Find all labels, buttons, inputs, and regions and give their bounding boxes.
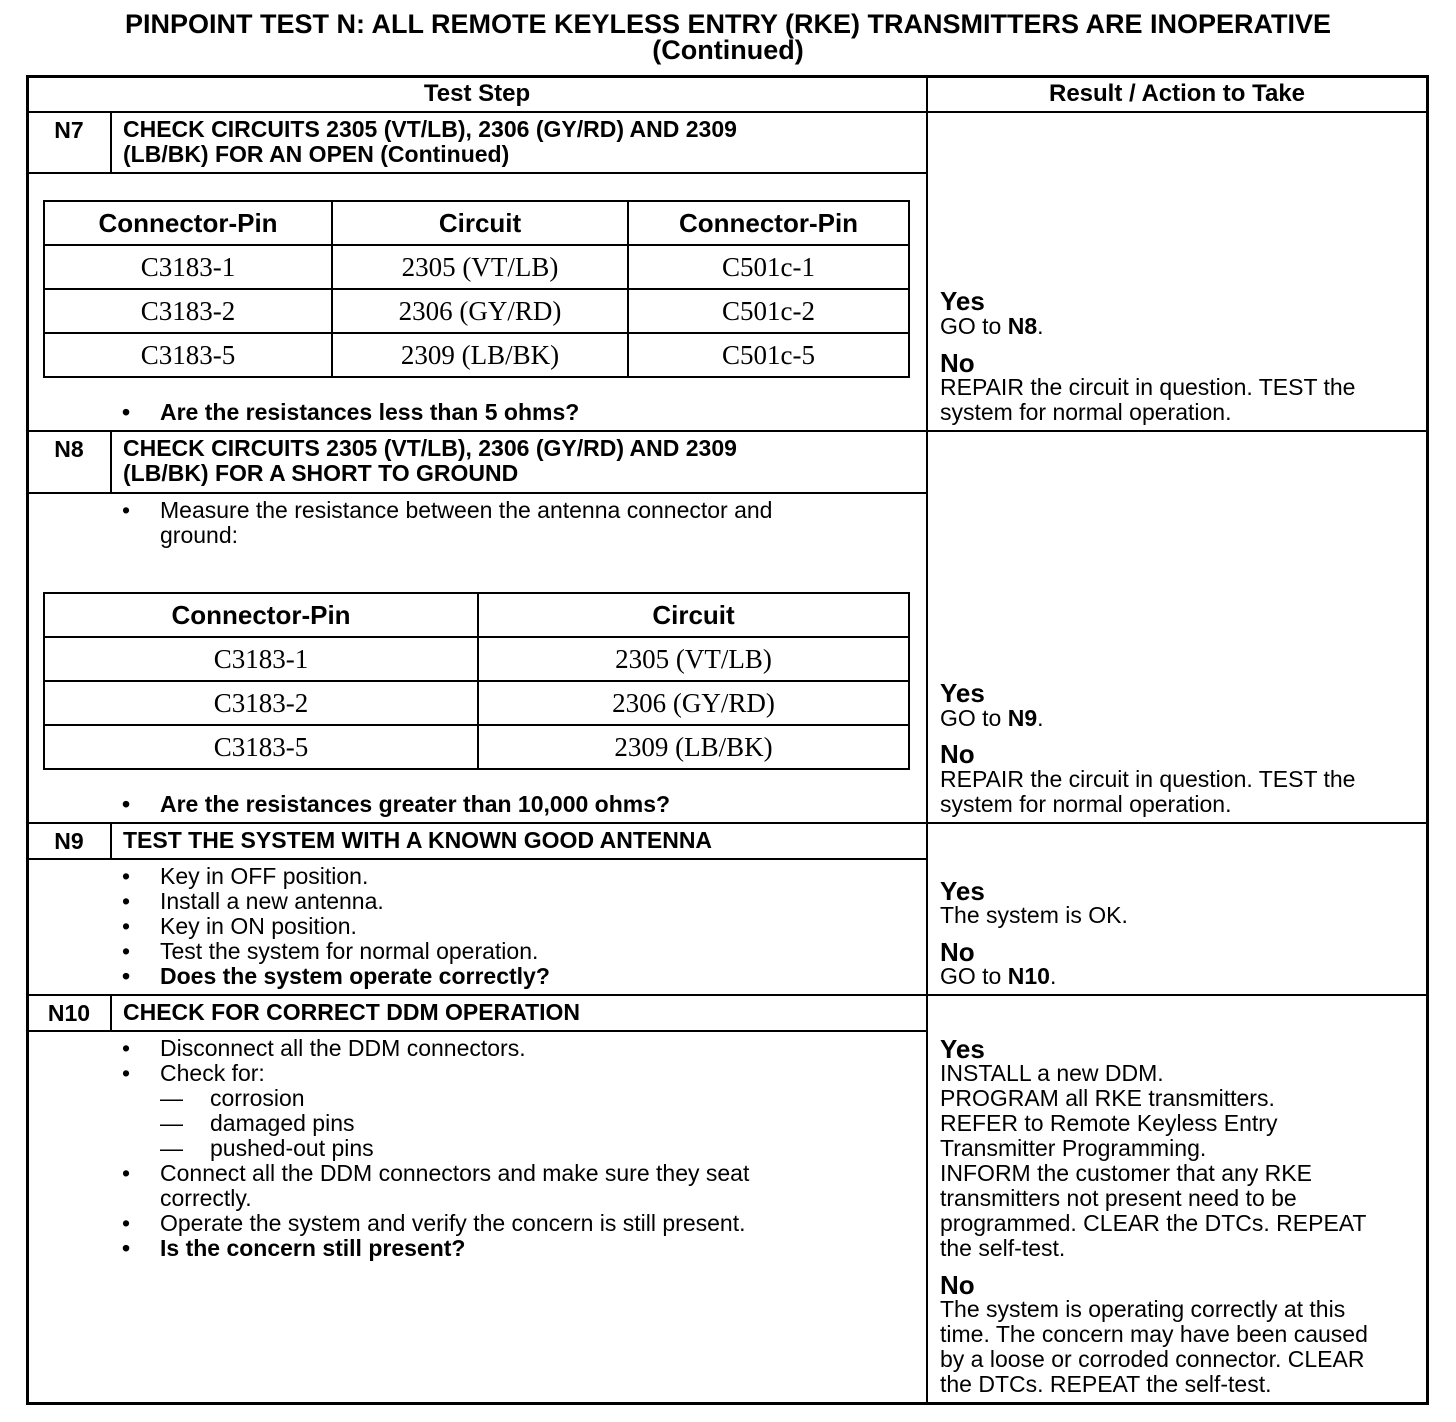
yes-action-n10 (940, 1061, 1366, 1261)
table-header-cell: Connector-Pin (44, 593, 478, 637)
yes-label-n7: Yes (940, 286, 985, 316)
yes-action-step: N9 (1007, 705, 1038, 731)
bullet-icon: • (122, 791, 131, 817)
step-id-divider-n7 (110, 112, 112, 173)
step-title-underline-n8 (28, 492, 926, 494)
step-title-n7-line1: CHECK CIRCUITS 2305 (VT/LB), 2306 (GY/RD) AND 2309 (123, 116, 737, 142)
yes-action-step: N8 (1007, 313, 1038, 339)
page-title-line1: PINPOINT TEST N: ALL REMOTE KEYLESS ENTRY (RKE) TRANSMITTERS ARE INOPERATIVE (124, 9, 1332, 39)
bullet-icon: • (122, 1210, 131, 1236)
table-header-row (44, 593, 909, 637)
dash-text: corrosion (210, 1085, 305, 1111)
table-header-cell: Circuit (478, 593, 909, 637)
bullet-icon: • (122, 399, 131, 425)
header-result: Result / Action to Take (1048, 80, 1306, 107)
table-header-row (44, 201, 909, 245)
no-action-line: the DTCs. REPEAT the self-test. (940, 1371, 1272, 1397)
table-cell: C3183-5 (44, 725, 478, 769)
row-divider-n9 (28, 994, 1426, 996)
yes-action-line: INSTALL a new DDM. (940, 1060, 1164, 1086)
bullet-icon: • (122, 1160, 131, 1186)
bullet-text: Connect all the DDM connectors and make sure they seat (160, 1160, 750, 1186)
step-id-n9: N9 (54, 828, 84, 854)
yes-action-line: PROGRAM all RKE transmitters. (940, 1085, 1275, 1111)
yes-action-n9: The system is OK. (940, 902, 1128, 928)
no-action-step: N10 (1007, 963, 1050, 989)
bullet-text: Key in ON position. (160, 913, 357, 939)
connector-table-n8 (43, 592, 910, 770)
bullet-icon: • (122, 963, 131, 989)
dash-icon: — (160, 1085, 183, 1111)
no-label-n8: No (940, 739, 975, 769)
table-cell: C501c-5 (628, 333, 909, 377)
table-cell: 2305 (VT/LB) (332, 245, 628, 289)
bullet-text: ground: (160, 522, 239, 548)
step-title-n8-line2: (LB/BK) FOR A SHORT TO GROUND (123, 460, 519, 486)
table-row (44, 637, 909, 681)
table-cell: C3183-5 (44, 333, 332, 377)
row-divider-n8 (28, 822, 1426, 824)
table-cell: C3183-1 (44, 245, 332, 289)
table-row (44, 725, 909, 769)
no-action-line: system for normal operation. (940, 791, 1232, 817)
yes-action-suffix: . (1037, 313, 1044, 339)
dash-text: pushed-out pins (210, 1135, 374, 1161)
step-id-n7: N7 (54, 117, 84, 143)
bullet-icon: • (122, 1060, 131, 1086)
table-cell: 2305 (VT/LB) (478, 637, 909, 681)
step-id-n8: N8 (54, 436, 84, 462)
table-cell: C3183-2 (44, 289, 332, 333)
question-text: Does the system operate correctly? (160, 963, 550, 989)
no-label-n7: No (940, 348, 975, 378)
no-action-text: GO to (940, 963, 1008, 989)
no-action-line: by a loose or corroded connector. CLEAR (940, 1346, 1365, 1372)
yes-label-n9: Yes (940, 876, 985, 906)
table-cell: C3183-2 (44, 681, 478, 725)
bullet-icon: • (122, 497, 131, 523)
bullet-text: Test the system for normal operation. (160, 938, 539, 964)
column-divider (926, 76, 928, 1404)
table-cell: C501c-2 (628, 289, 909, 333)
header-divider (28, 111, 1426, 113)
step-title-underline-n9 (28, 858, 926, 860)
bullet-icon: • (122, 863, 131, 889)
yes-action-line: REFER to Remote Keyless Entry (940, 1110, 1278, 1136)
step-title-underline-n10 (28, 1030, 926, 1032)
bullet-text: Operate the system and verify the concern is still present. (160, 1210, 746, 1236)
table-header-cell: Connector-Pin (628, 201, 909, 245)
step-title-n9: TEST THE SYSTEM WITH A KNOWN GOOD ANTENNA (123, 827, 713, 853)
no-action-n7 (940, 375, 1355, 425)
bullet-text: Disconnect all the DDM connectors. (160, 1035, 526, 1061)
no-action-n10 (940, 1297, 1368, 1397)
yes-label-n10: Yes (940, 1034, 985, 1064)
question-text: Are the resistances greater than 10,000 ohms? (160, 791, 671, 817)
no-action-suffix: . (1049, 963, 1057, 989)
table-cell: 2306 (GY/RD) (332, 289, 628, 333)
table-row (44, 245, 909, 289)
yes-action-suffix: . (1037, 705, 1044, 731)
yes-action-line: the self-test. (940, 1235, 1066, 1261)
yes-action-line: transmitters not present need to be (940, 1185, 1297, 1211)
no-action-line: REPAIR the circuit in question. TEST the (940, 374, 1356, 400)
yes-action-line: INFORM the customer that any RKE (940, 1160, 1312, 1186)
step-id-divider-n8 (110, 431, 112, 493)
yes-action-n8 (940, 706, 1044, 731)
step-title-n7 (123, 117, 737, 167)
no-action-n9 (940, 964, 1056, 989)
table-cell: C3183-1 (44, 637, 478, 681)
bullet-icon: • (122, 1235, 131, 1261)
no-action-line: REPAIR the circuit in question. TEST the (940, 766, 1356, 792)
bullet-text: Measure the resistance between the antenna connector and (160, 497, 773, 523)
yes-action-text: GO to (940, 705, 1008, 731)
bullet-icon: • (122, 938, 131, 964)
table-row (44, 681, 909, 725)
page-title-line2: (Continued) (652, 35, 804, 65)
row-divider-n7 (28, 430, 1426, 432)
bullet-text: Install a new antenna. (160, 888, 384, 914)
yes-label-n8: Yes (940, 678, 985, 708)
step-id-divider-n9 (110, 823, 112, 859)
header-test-step: Test Step (423, 80, 531, 107)
table-row (44, 289, 909, 333)
table-cell: 2309 (LB/BK) (478, 725, 909, 769)
bullet-text: correctly. (160, 1185, 252, 1211)
no-label-n9: No (940, 937, 975, 967)
yes-action-text: GO to (940, 313, 1008, 339)
table-row (44, 333, 909, 377)
bullet-text: Key in OFF position. (160, 863, 369, 889)
bullet-icon: • (122, 1035, 131, 1061)
dash-text: damaged pins (210, 1110, 355, 1136)
yes-action-n7 (940, 314, 1044, 339)
step-title-underline-n7 (28, 172, 926, 174)
no-action-n8 (940, 767, 1355, 817)
bullet-text: Check for: (160, 1060, 265, 1086)
bullet-icon: • (122, 913, 131, 939)
no-action-line: time. The concern may have been caused (940, 1321, 1368, 1347)
no-action-line: system for normal operation. (940, 399, 1232, 425)
yes-action-line: programmed. CLEAR the DTCs. REPEAT (940, 1210, 1367, 1236)
yes-action-line: Transmitter Programming. (940, 1135, 1207, 1161)
question-text: Is the concern still present? (160, 1235, 466, 1261)
step-title-n7-line2: (LB/BK) FOR AN OPEN (Continued) (123, 141, 510, 167)
no-label-n10: No (940, 1270, 975, 1300)
step-title-n8-line1: CHECK CIRCUITS 2305 (VT/LB), 2306 (GY/RD) AND 2309 (123, 435, 737, 461)
step-id-divider-n10 (110, 995, 112, 1031)
table-cell: 2306 (GY/RD) (478, 681, 909, 725)
table-header-cell: Circuit (332, 201, 628, 245)
table-cell: C501c-1 (628, 245, 909, 289)
no-action-line: The system is operating correctly at this (940, 1296, 1346, 1322)
bullet-icon: • (122, 888, 131, 914)
step-title-n10: CHECK FOR CORRECT DDM OPERATION (123, 999, 581, 1025)
table-cell: 2309 (LB/BK) (332, 333, 628, 377)
dash-icon: — (160, 1135, 183, 1161)
connector-table-n7 (43, 200, 910, 378)
table-header-cell: Connector-Pin (44, 201, 332, 245)
question-text: Are the resistances less than 5 ohms? (160, 399, 580, 425)
dash-icon: — (160, 1110, 183, 1136)
step-id-n10: N10 (47, 1000, 91, 1026)
step-title-n8 (123, 436, 737, 486)
